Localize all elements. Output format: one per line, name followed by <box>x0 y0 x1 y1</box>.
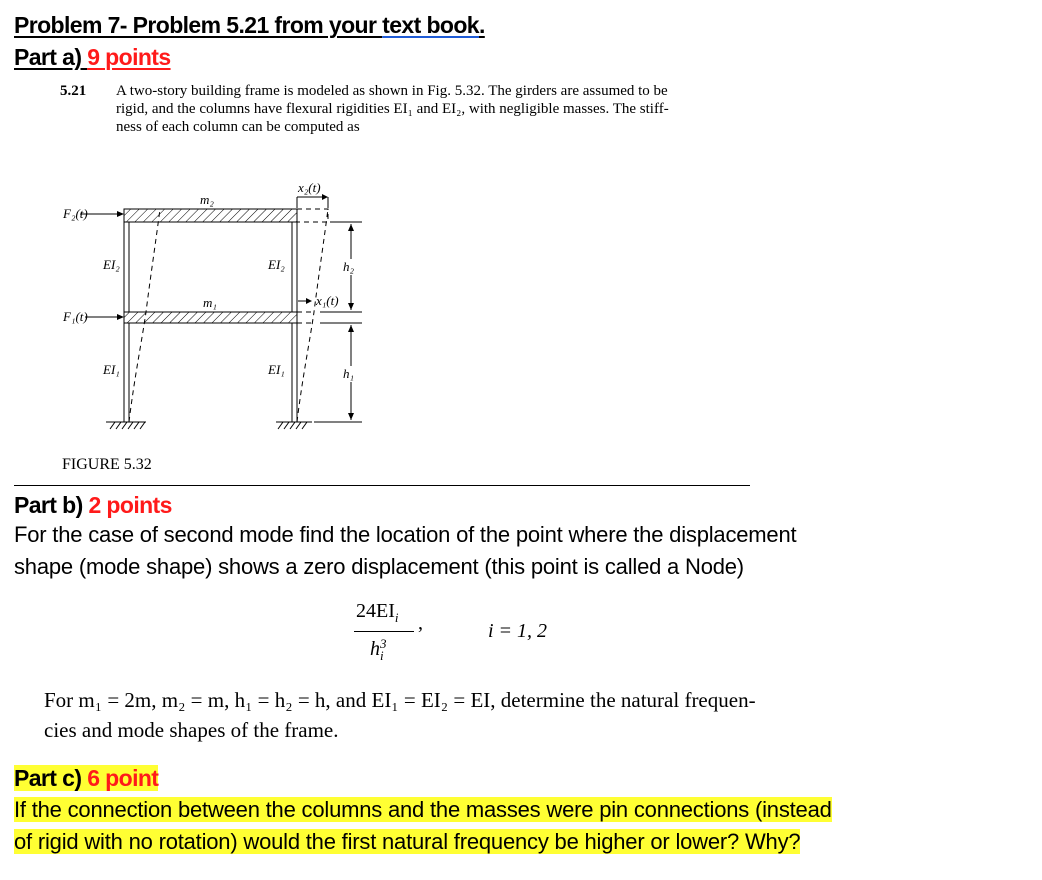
column-right-lower <box>292 323 297 422</box>
label-F1: F₁(t) <box>63 309 88 324</box>
column-left-lower <box>124 323 129 422</box>
problem-line: rigid, and the columns have flexural rigidities EI₁ and EI₂, with negligible masses. The stiff- <box>116 101 669 117</box>
label-EI2-right: EI₂ <box>268 257 285 272</box>
part-c-line <box>14 794 832 826</box>
divider <box>14 485 750 486</box>
given-line: For m₁ = 2m, m₂ = m, h₁ = h₂ = h, and EI₁ = EI₂ = EI, determine the natural frequen- <box>44 688 756 712</box>
column-right-upper <box>292 222 297 312</box>
formula-index: i = 1, 2 <box>488 620 548 642</box>
formula-comma: , <box>418 612 423 634</box>
label-EI1-left: EI₁ <box>103 362 120 377</box>
column-left-upper <box>124 222 129 312</box>
fraction-bar <box>354 631 414 632</box>
denominator-text: h <box>370 638 380 660</box>
part-c-line <box>14 826 800 858</box>
part-b-points: 2 points <box>88 492 172 518</box>
girder-bottom <box>124 312 297 323</box>
part-c-heading <box>14 765 158 792</box>
part-c-text: of rigid with no rotation) would the first natural frequency be higher or lower? Why? <box>14 829 801 854</box>
figure-caption: FIGURE 5.32 <box>62 456 152 473</box>
label-x2: x₂(t) <box>298 180 321 195</box>
part-b-label: Part b) <box>14 492 89 518</box>
problem-line: A two-story building frame is modeled as shown in Fig. 5.32. The girders are assumed to be <box>116 83 668 99</box>
part-c-label: Part c) <box>14 765 88 791</box>
part-b-line: shape (mode shape) shows a zero displacement (this point is called a Node) <box>14 554 744 579</box>
problem-number: 5.21 <box>60 83 87 99</box>
ground-hatch-left <box>110 422 145 429</box>
girder-top <box>124 209 297 222</box>
label-EI1-right: EI₁ <box>268 362 285 377</box>
part-a-points: 9 points <box>87 44 171 70</box>
textbook-link[interactable]: text book <box>382 12 479 38</box>
numerator-text: 24EI <box>356 600 395 622</box>
title-text: Problem 7- Problem 5.21 from your <box>14 12 383 38</box>
formula-numerator <box>356 600 399 626</box>
part-c-points: 6 point <box>87 765 159 791</box>
label-h1: h₁ <box>343 366 355 381</box>
denominator-sub: i <box>380 648 384 663</box>
part-a-label: Part a) <box>14 44 88 70</box>
label-m2: m₂ <box>200 192 214 207</box>
label-EI2-left: EI₂ <box>103 257 120 272</box>
part-b-line: For the case of second mode find the location of the point where the displacement <box>14 522 797 547</box>
label-m1: m₁ <box>203 295 217 310</box>
problem-line: ness of each column can be computed as <box>116 119 360 135</box>
formula-denominator <box>370 638 388 662</box>
denominator-sup: 3 <box>380 636 387 651</box>
ground-hatch-right <box>278 422 307 429</box>
numerator-sub: i <box>394 610 399 625</box>
given-line: cies and mode shapes of the frame. <box>44 718 339 742</box>
label-F2: F₂(t) <box>63 206 88 221</box>
label-h2: h₂ <box>343 259 355 274</box>
part-b-heading <box>14 492 172 519</box>
title-period: . <box>479 12 485 38</box>
label-x1: x₁(t) <box>316 293 339 308</box>
part-c-text: If the connection between the columns and the masses were pin connections (instead <box>14 797 832 822</box>
